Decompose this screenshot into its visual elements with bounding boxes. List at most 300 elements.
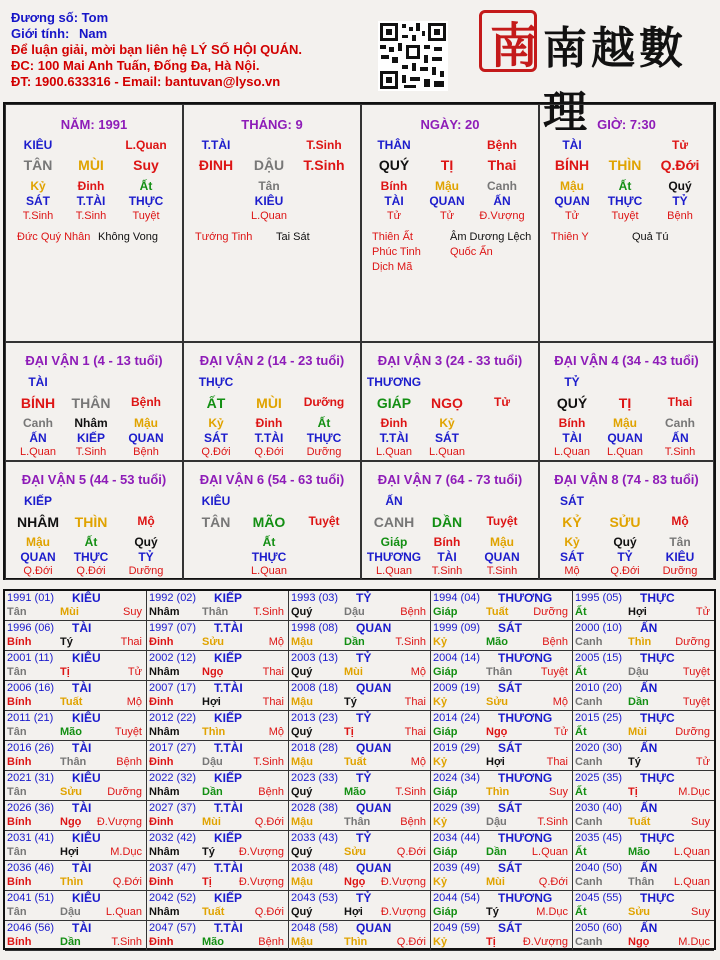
year-stage: M.Dục: [110, 846, 142, 858]
year-branch: Dần: [60, 936, 81, 948]
year-stem: Kỷ: [433, 816, 448, 828]
dai-van-hidden-god: SÁT: [560, 550, 584, 564]
year-stage: L.Quan: [673, 876, 710, 888]
year-stem: Giáp: [433, 726, 458, 738]
pillar-hid3-text: Tử: [439, 210, 455, 222]
year-label: 2031 (41): [7, 832, 55, 844]
year-label: 2026 (36): [7, 802, 55, 814]
year-stage: Thai: [546, 756, 568, 768]
pillar-can-text: MÙI: [78, 157, 104, 173]
year-stem: Nhâm: [149, 846, 180, 858]
year-god: THƯƠNG: [498, 771, 553, 785]
spirit-star: Thiên Y: [551, 231, 589, 243]
year-label: 2012 (22): [149, 712, 197, 724]
dai-van-title: ĐẠI VẬN 2 (14 - 23 tuổi): [199, 353, 345, 368]
contact-line-3: ĐT: 1900.633316 - Email: bantuvan@lyso.vn: [11, 74, 281, 89]
year-branch: Hợi: [628, 606, 647, 618]
year-stem: Kỷ: [433, 876, 448, 888]
dai-van-hidden-god: ẤN: [29, 431, 47, 445]
pillar-top-text: T.TÀI: [201, 138, 231, 152]
pillar-hid2-text: TÀI: [384, 194, 404, 208]
year-stem: Nhâm: [149, 786, 180, 798]
dai-van-cell: [5, 342, 183, 461]
year-branch: Thìn: [60, 876, 84, 888]
year-god: THỰC: [640, 891, 675, 905]
year-branch: Sửu: [486, 696, 509, 708]
year-god: QUAN: [356, 801, 392, 815]
year-cell: [431, 891, 573, 921]
year-branch: Thân: [486, 666, 513, 678]
dai-van-hidden-stem: Mậu: [134, 416, 158, 430]
dai-van-hidden-stem: Ất: [317, 416, 331, 430]
year-branch: Sửu: [628, 906, 651, 918]
year-branch: Mùi: [344, 666, 363, 678]
year-stage: Thai: [404, 696, 426, 708]
year-god: THƯƠNG: [498, 591, 553, 605]
year-god: KIẾP: [214, 831, 243, 845]
year-branch: Dần: [344, 636, 365, 648]
year-cell: [289, 741, 431, 771]
dai-van-hidden-stem: Quý: [134, 535, 158, 549]
year-stage: Q.Đới: [396, 846, 426, 858]
pillar-hid-text: Đinh: [77, 179, 105, 193]
dai-van-cell: [539, 461, 714, 580]
dai-van-stem-branch: SỬU: [609, 514, 641, 530]
dai-van-stage: L.Quan: [375, 446, 413, 458]
year-god: TỶ: [356, 591, 372, 605]
pillar-hid2-text: T.TÀI: [76, 194, 106, 208]
year-branch: Mão: [60, 726, 82, 738]
year-god: TÀI: [72, 681, 92, 695]
year-label: 2024 (34): [433, 772, 481, 784]
year-cell: [573, 801, 714, 831]
year-god: T.TÀI: [214, 681, 243, 695]
year-god: THỰC: [640, 711, 675, 725]
year-label: 2011 (21): [7, 712, 54, 724]
year-god: SÁT: [498, 861, 522, 875]
brand-title: 南越數理: [543, 23, 687, 138]
year-label: 2019 (29): [433, 742, 481, 754]
year-stem: Kỷ: [433, 696, 448, 708]
year-cell: [147, 651, 289, 681]
pillar-top-text: T.Sinh: [306, 138, 342, 152]
qr-code-icon: [378, 21, 448, 91]
year-label: 2014 (24): [433, 712, 481, 724]
year-cell: [573, 891, 714, 921]
year-label: 2036 (46): [7, 862, 55, 874]
year-stem: Ất: [575, 906, 587, 918]
dai-van-stem-branch: TỊ: [618, 395, 632, 411]
year-stem: Tân: [7, 606, 27, 618]
year-stage: M.Dục: [536, 906, 568, 918]
year-cell: [147, 921, 289, 951]
year-cell: [573, 831, 714, 861]
year-stage: L.Quan: [673, 846, 710, 858]
year-branch: Thân: [628, 876, 655, 888]
pillar-hid2-text: KIÊU: [254, 194, 284, 208]
year-cell: [5, 921, 147, 951]
year-stem: Ất: [575, 846, 587, 858]
year-stem: Mậu: [291, 696, 313, 708]
pillar-hid3-text: Tuyệt: [132, 210, 160, 222]
year-cell: [5, 891, 147, 921]
year-stage: M.Dục: [678, 786, 710, 798]
year-label: 2042 (52): [149, 892, 197, 904]
dai-van-stage: T.Sinh: [486, 565, 518, 577]
year-god: KIẾP: [214, 891, 243, 905]
year-stage: Tuyệt: [540, 666, 568, 678]
dai-van-hidden-stem: Nhâm: [74, 416, 108, 430]
annual-luck-table: [3, 589, 716, 950]
dai-van-stage: L.Quan: [606, 446, 644, 458]
pillar-hid3-text: T.Sinh: [75, 210, 107, 222]
spirit-star: Quả Tú: [632, 231, 669, 243]
pillar-hid-text: Quý: [668, 179, 692, 193]
year-stem: Đinh: [149, 876, 174, 888]
dai-van-stage: Q.Đới: [610, 565, 640, 577]
year-stage: Bệnh: [116, 756, 142, 768]
dai-van-hidden-god: TÀI: [562, 431, 582, 445]
dai-van-hidden-stem: Mậu: [26, 535, 50, 549]
spirit-star: Thiên Ất: [372, 231, 413, 243]
year-stage: Q.Đới: [112, 876, 142, 888]
year-god: KIÊU: [72, 591, 101, 605]
pillar-hid-text: Bính: [380, 179, 408, 193]
year-label: 2010 (20): [575, 682, 623, 694]
year-stage: Tuyệt: [114, 726, 142, 738]
year-label: 1995 (05): [575, 592, 623, 604]
pillar-can-text: Suy: [133, 157, 159, 173]
year-branch: Mão: [628, 846, 650, 858]
year-branch: Thìn: [628, 636, 652, 648]
year-label: 2003 (13): [291, 652, 339, 664]
pillar-can-text: QUÝ: [378, 157, 410, 173]
year-branch: Dậu: [344, 606, 365, 618]
year-stem: Quý: [291, 606, 313, 618]
year-cell: [431, 711, 573, 741]
dai-van-hidden-stem: Đinh: [255, 416, 283, 430]
year-god: KIÊU: [72, 831, 101, 845]
year-label: 2025 (35): [575, 772, 623, 784]
year-stem: Tân: [7, 846, 27, 858]
dai-van-stem-branch: Thai: [667, 395, 693, 409]
year-cell: [573, 621, 714, 651]
pillar-hid3-text: Đ.Vượng: [479, 210, 525, 222]
spirit-star: Quốc Ấn: [450, 246, 493, 258]
year-cell: [5, 591, 147, 621]
pillar-hid3-text: T.Sinh: [22, 210, 54, 222]
pillar-can-text: ĐINH: [198, 157, 234, 173]
year-cell: [431, 681, 573, 711]
year-stage: Đ.Vượng: [522, 936, 568, 948]
pillar-hid-text: Ất: [139, 179, 153, 193]
year-cell: [5, 801, 147, 831]
year-god: SÁT: [498, 681, 522, 695]
year-branch: Ngọ: [202, 666, 224, 678]
year-god: KIẾP: [214, 651, 243, 665]
year-stem: Nhâm: [149, 606, 180, 618]
year-cell: [573, 771, 714, 801]
year-label: 2049 (59): [433, 922, 481, 934]
pillar-top-text: THÂN: [377, 138, 411, 152]
year-cell: [573, 711, 714, 741]
year-branch: Tuất: [344, 756, 367, 768]
year-cell: [5, 771, 147, 801]
dai-van-stem-branch: TÂN: [201, 514, 231, 530]
year-cell: [289, 801, 431, 831]
pillar-cell: [183, 104, 361, 342]
dai-van-stem-branch: Tuyệt: [486, 514, 518, 528]
year-stem: Đinh: [149, 816, 174, 828]
year-god: TÀI: [72, 621, 92, 635]
dai-van-hidden-stem: Tân: [669, 535, 691, 549]
dai-van-title: ĐẠI VẬN 3 (24 - 33 tuổi): [377, 353, 523, 368]
year-cell: [147, 861, 289, 891]
year-stem: Canh: [575, 876, 603, 888]
year-stage: T.Sinh: [537, 816, 568, 828]
dai-van-stem-branch: THÂN: [71, 395, 111, 411]
year-branch: Mão: [202, 936, 224, 948]
year-cell: [147, 891, 289, 921]
year-stage: L.Quan: [531, 846, 568, 858]
year-cell: [573, 591, 714, 621]
year-stage: Mộ: [268, 726, 284, 738]
year-label: 2018 (28): [291, 742, 339, 754]
year-branch: Sửu: [344, 846, 367, 858]
year-label: 2004 (14): [433, 652, 481, 664]
year-god: TỶ: [356, 831, 372, 845]
pillar-hid-text: Canh: [487, 179, 517, 193]
year-cell: [573, 681, 714, 711]
year-label: 2028 (38): [291, 802, 339, 814]
dai-van-hidden-god: SÁT: [435, 431, 459, 445]
dai-van-hidden-stem: Mậu: [613, 416, 637, 430]
year-stem: Đinh: [149, 696, 174, 708]
year-stage: Đ.Vượng: [380, 906, 426, 918]
dai-van-stem-branch: BÍNH: [20, 395, 56, 411]
year-label: 2038 (48): [291, 862, 339, 874]
dai-van-stage: L.Quan: [250, 565, 288, 577]
year-label: 2048 (58): [291, 922, 339, 934]
year-branch: Tý: [202, 846, 215, 858]
year-cell: [147, 741, 289, 771]
year-stage: Suy: [123, 606, 142, 618]
pillar-top-text: L.Quan: [125, 138, 167, 152]
year-stem: Giáp: [433, 786, 458, 798]
dai-van-hidden-god: TÀI: [437, 550, 457, 564]
year-cell: [431, 801, 573, 831]
pillar-cell: [539, 104, 714, 342]
year-stem: Nhâm: [149, 666, 180, 678]
pillar-title: NĂM: 1991: [60, 117, 128, 132]
year-god: ẤN: [640, 681, 658, 695]
year-branch: Hợi: [486, 756, 505, 768]
year-branch: Dần: [202, 786, 223, 798]
year-stem: Bính: [7, 636, 32, 648]
year-stem: Canh: [575, 756, 603, 768]
year-stem: Quý: [291, 906, 313, 918]
dai-van-title: ĐẠI VẬN 4 (34 - 43 tuổi): [554, 353, 699, 368]
year-stage: Tử: [553, 726, 568, 738]
pillar-hid3-text: Tử: [564, 210, 580, 222]
year-stem: Đinh: [149, 636, 174, 648]
year-god: T.TÀI: [214, 801, 243, 815]
year-god: SÁT: [498, 921, 522, 935]
year-stem: Quý: [291, 726, 313, 738]
year-god: ẤN: [640, 741, 658, 755]
year-cell: [289, 621, 431, 651]
year-god: THƯƠNG: [498, 651, 553, 665]
year-label: 2046 (56): [7, 922, 55, 934]
year-stage: Mộ: [126, 696, 142, 708]
spirit-star: Dịch Mã: [372, 261, 413, 273]
year-branch: Mùi: [486, 876, 505, 888]
year-cell: [147, 591, 289, 621]
year-label: 2044 (54): [433, 892, 481, 904]
year-branch: Ngọ: [344, 876, 366, 888]
dai-van-hidden-stem: Giáp: [380, 535, 408, 549]
dai-van-hidden-stem: Mậu: [490, 535, 514, 549]
year-god: TỶ: [356, 651, 372, 665]
dai-van-hidden-god: TỶ: [617, 550, 633, 564]
year-god: T.TÀI: [214, 861, 243, 875]
year-branch: Ngọ: [628, 936, 650, 948]
year-stage: Tử: [695, 756, 710, 768]
year-stem: Canh: [575, 816, 603, 828]
spirit-star: Tai Sát: [276, 231, 310, 243]
year-label: 2000 (10): [575, 622, 623, 634]
year-branch: Tị: [344, 726, 354, 738]
year-god: SÁT: [498, 621, 522, 635]
dai-van-stage: L.Quan: [553, 446, 591, 458]
year-branch: Mùi: [202, 816, 221, 828]
spirit-star: Âm Dương Lệch: [450, 231, 532, 243]
pillar-hid2-text: QUAN: [554, 194, 590, 208]
dai-van-cell: [183, 461, 361, 580]
year-branch: Tị: [60, 666, 70, 678]
dai-van-stem-branch: NGỌ: [431, 395, 463, 411]
year-stage: Đ.Vượng: [96, 816, 142, 828]
dai-van-stage: Bệnh: [133, 446, 159, 458]
dai-van-stage: T.Sinh: [664, 446, 696, 458]
dai-van-hidden-god: QUAN: [484, 550, 520, 564]
year-god: QUAN: [356, 861, 392, 875]
year-label: 2047 (57): [149, 922, 197, 934]
year-cell: [431, 651, 573, 681]
year-stage: Thai: [404, 726, 426, 738]
year-cell: [289, 831, 431, 861]
pillar-hid2-text: SÁT: [26, 194, 50, 208]
year-cell: [573, 741, 714, 771]
year-label: 2021 (31): [7, 772, 55, 784]
year-god: KIẾP: [214, 591, 243, 605]
pillar-hid3-text: Bệnh: [667, 210, 693, 222]
year-god: SÁT: [498, 741, 522, 755]
pillar-hid-text: Mậu: [435, 179, 459, 193]
year-stem: Mậu: [291, 756, 313, 768]
year-label: 2015 (25): [575, 712, 623, 724]
year-stem: Kỷ: [433, 936, 448, 948]
pillar-can-text: TỊ: [440, 157, 454, 173]
year-label: 1991 (01): [7, 592, 55, 604]
year-label: 2034 (44): [433, 832, 481, 844]
year-stage: Bệnh: [542, 636, 568, 648]
year-stage: Đ.Vượng: [238, 846, 284, 858]
year-branch: Thân: [344, 816, 371, 828]
year-stage: Bệnh: [400, 816, 426, 828]
year-cell: [431, 591, 573, 621]
year-stage: Đ.Vượng: [380, 876, 426, 888]
year-branch: Hợi: [202, 696, 221, 708]
year-god: TÀI: [72, 741, 92, 755]
year-label: 2009 (19): [433, 682, 481, 694]
year-stage: Bệnh: [400, 606, 426, 618]
year-stage: Q.Đới: [254, 906, 284, 918]
pillar-hid3-text: L.Quan: [250, 210, 288, 222]
year-god: KIÊU: [72, 771, 101, 785]
year-label: 2039 (49): [433, 862, 481, 874]
year-branch: Hợi: [344, 906, 363, 918]
year-label: 1998 (08): [291, 622, 339, 634]
pillar-hid-text: Mậu: [560, 179, 584, 193]
year-stage: Suy: [691, 816, 710, 828]
contact-line-2: ĐC: 100 Mai Anh Tuấn, Đống Đa, Hà Nội.: [11, 58, 260, 73]
year-stem: Nhâm: [149, 726, 180, 738]
year-stem: Kỷ: [433, 636, 448, 648]
year-cell: [289, 891, 431, 921]
dai-van-title: ĐẠI VẬN 5 (44 - 53 tuổi): [21, 472, 167, 487]
year-cell: [289, 681, 431, 711]
year-stem: Bính: [7, 696, 32, 708]
year-cell: [5, 741, 147, 771]
dai-van-stage: Mộ: [564, 565, 580, 577]
year-stem: Bính: [7, 936, 32, 948]
dai-van-cell: [539, 342, 714, 461]
pillar-top-text: Tử: [671, 138, 689, 152]
dai-van-title: ĐẠI VẬN 1 (4 - 13 tuổi): [25, 353, 163, 368]
dai-van-stem-branch: CANH: [373, 514, 415, 530]
dai-van-hidden-stem: Canh: [23, 416, 53, 430]
dai-van-hidden-stem: Canh: [665, 416, 695, 430]
dai-van-stem-branch: ẤT: [206, 395, 226, 411]
year-god: KIẾP: [214, 771, 243, 785]
dai-van-hidden-god: KIẾP: [76, 431, 105, 445]
year-stage: Tử: [695, 606, 710, 618]
year-cell: [431, 741, 573, 771]
year-stem: Mậu: [291, 936, 313, 948]
year-branch: Mão: [486, 636, 508, 648]
year-stem: Mậu: [291, 876, 313, 888]
dai-van-hidden-god: T.TÀI: [254, 431, 284, 445]
year-stage: Mộ: [552, 696, 568, 708]
pillar-hid2-text: THỰC: [128, 194, 164, 208]
dai-van-hidden-stem: Kỷ: [564, 535, 580, 549]
year-stem: Canh: [575, 696, 603, 708]
year-stage: Dưỡng: [675, 726, 710, 738]
seal-stamp: 南: [479, 10, 537, 72]
dai-van-god: KIẾP: [23, 494, 52, 508]
dai-van-hidden-god: QUAN: [128, 431, 164, 445]
year-branch: Dậu: [60, 906, 81, 918]
spirit-star: Không Vong: [98, 231, 158, 243]
year-stem: Ất: [575, 786, 587, 798]
year-branch: Thìn: [486, 786, 510, 798]
dai-van-stem-branch: NHÂM: [17, 514, 59, 530]
year-stem: Đinh: [149, 756, 174, 768]
year-branch: Thân: [202, 606, 229, 618]
year-label: 2023 (33): [291, 772, 339, 784]
dai-van-hidden-god: THỰC: [251, 550, 287, 564]
